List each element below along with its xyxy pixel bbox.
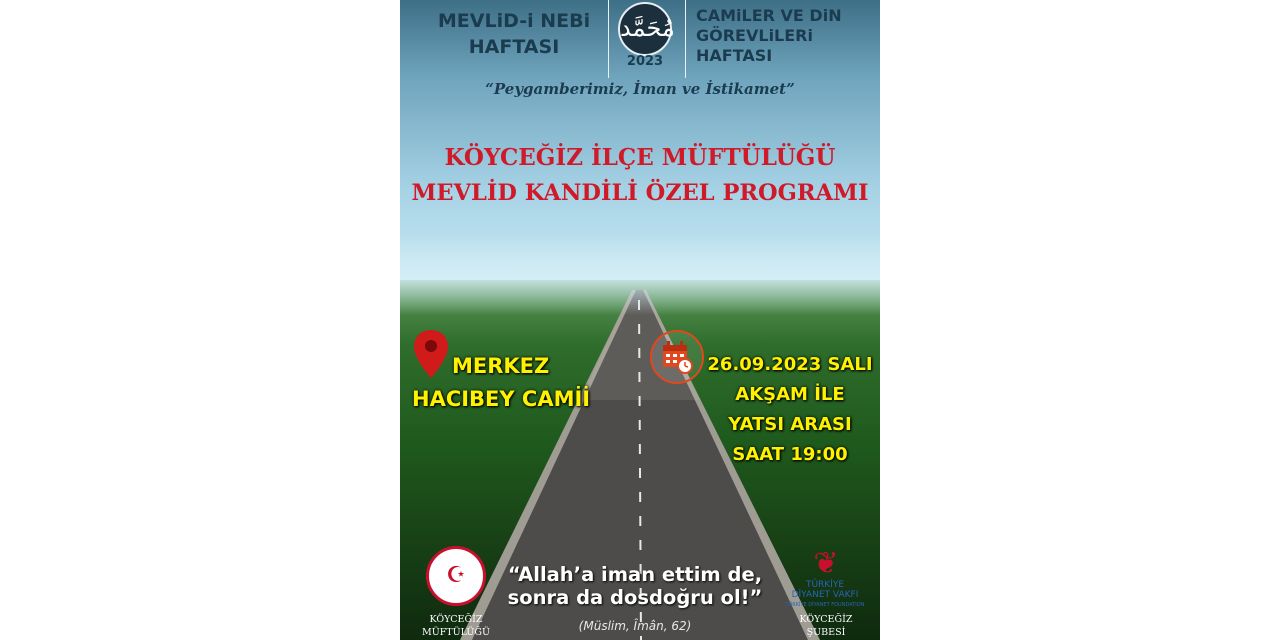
mevlid-week-label	[424, 8, 604, 60]
schedule-time: SAAT 19:00	[732, 444, 848, 465]
quote-line-1: “Allah’a iman ettim de,	[507, 563, 763, 586]
header-year: 2023	[626, 54, 664, 69]
title-line-2: MEVLİD KANDİLİ ÖZEL PROGRAMI	[411, 180, 869, 206]
foundation-branch-label	[776, 613, 876, 639]
mosque-week-label	[696, 6, 866, 66]
slogan: “Peygamberimiz, İman ve İstikamet”	[485, 80, 795, 98]
diyanet-foundation-logo-icon: ❦	[813, 546, 839, 581]
map-pin-icon	[414, 330, 448, 378]
foundation-name-line3: TÜRKİYE DİYANET FOUNDATION	[785, 602, 865, 608]
mosque-week-line3: HAFTASI	[696, 46, 773, 65]
mevlid-week-line1: MEVLiD-i NEBi	[437, 10, 591, 32]
mevlid-week-line2: HAFTASI	[468, 36, 560, 58]
schedule-line-2: AKŞAM İLE	[735, 384, 845, 405]
event-poster	[400, 0, 880, 640]
mufti-office-logo-icon: ☪	[426, 546, 486, 606]
foundation-name-line1: TÜRKİYE	[805, 580, 845, 590]
schedule-block	[700, 350, 880, 470]
mosque-week-line2: GÖREVLiLERi	[696, 26, 813, 45]
quote-reference: (Müslim, Îmân, 62)	[578, 619, 692, 633]
hadith-quote	[500, 563, 770, 609]
calendar-clock-icon	[650, 330, 704, 384]
branch-label-line2: ŞUBESİ	[806, 627, 846, 638]
diyanet-foundation-name	[780, 580, 870, 610]
header-divider-left	[608, 0, 609, 78]
mufti-office-label	[406, 613, 506, 639]
schedule-date: 26.09.2023 SALI	[707, 354, 873, 375]
mufti-label-line1: KÖYCEĞİZ	[429, 614, 483, 625]
location-line-2: HACIBEY CAMİİ	[412, 387, 591, 411]
mufti-label-line2: MÜFTÜLÜĞÜ	[421, 627, 491, 638]
foundation-name-line2: DİYANET VAKFI	[791, 590, 859, 600]
mosque-week-line1: CAMiLER VE DiN	[696, 6, 842, 25]
title-line-1: KÖYCEĞİZ İLÇE MÜFTÜLÜĞÜ	[444, 144, 836, 171]
quote-line-2: sonra da dosdoğru ol!”	[507, 586, 763, 609]
header-divider-right	[685, 0, 686, 78]
location-line-1: MERKEZ	[452, 354, 550, 378]
schedule-line-3: YATSI ARASI	[728, 414, 852, 435]
branch-label-line1: KÖYCEĞİZ	[799, 614, 853, 625]
calligraphy-emblem-icon: مُحَمَّد	[618, 2, 672, 56]
horizon-haze	[400, 235, 880, 315]
